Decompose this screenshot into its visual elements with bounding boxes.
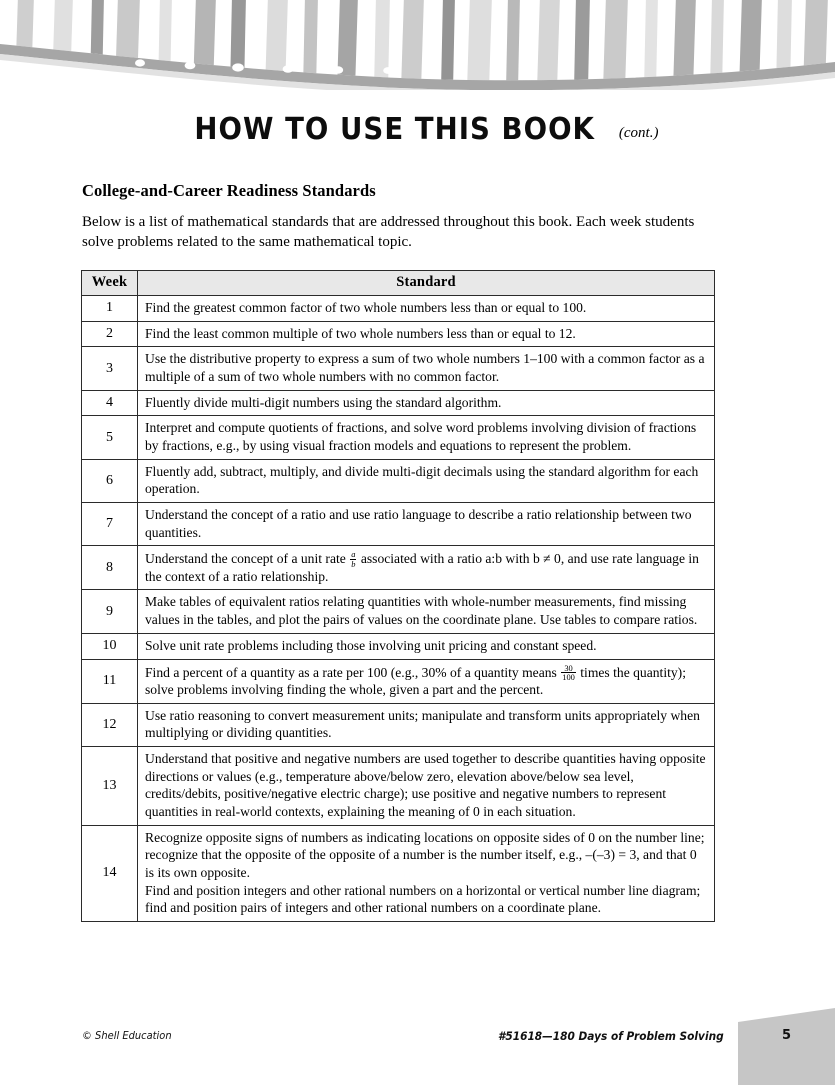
fraction-a-over-b (350, 550, 356, 568)
week-number: 13 (82, 746, 138, 825)
page-title (0, 112, 835, 147)
standard-text: Find the greatest common factor of two whole numbers less than or equal to 100. (138, 296, 715, 322)
table-row (82, 347, 715, 390)
table-row (82, 746, 715, 825)
table-row (82, 321, 715, 347)
standard-text: Solve unit rate problems including those involving unit pricing and constant speed. (138, 633, 715, 659)
standard-text: Use ratio reasoning to convert measurement units; manipulate and transform units appropriately when multiplying or dividing quantities. (138, 703, 715, 746)
standard-text: Fluently divide multi-digit numbers using the standard algorithm. (138, 390, 715, 416)
standard-paragraph: Recognize opposite signs of numbers as indicating locations on opposite sides of 0 on the number line; recognize that the opposite of the opposite of a number is the number itself, e.g., –(–3) = 3, and that 0 is its own opposite. (145, 829, 705, 880)
footer-book-info: #51618—180 Days of Problem Solving (498, 1029, 724, 1043)
table-row (82, 659, 715, 703)
table-row (82, 459, 715, 502)
standard-text (138, 546, 715, 590)
page-title-text: HOW TO USE THIS BOOK (193, 112, 595, 147)
decorative-header-banner (0, 0, 835, 90)
standard-text (138, 659, 715, 703)
week-number: 5 (82, 416, 138, 459)
standard-text (138, 825, 715, 921)
table-row (82, 546, 715, 590)
page-number-tab (738, 1008, 835, 1085)
week-number: 10 (82, 633, 138, 659)
standard-text-part: associated with a ratio a:b with b ≠ 0, and use rate language in the context of a ratio relationship. (145, 551, 699, 584)
standards-table (81, 270, 715, 922)
section-heading: College-and-Career Readiness Standards (82, 181, 376, 200)
table-row (82, 633, 715, 659)
standard-text-part: Understand the concept of a unit rate (145, 551, 350, 567)
table-header-row (82, 271, 715, 296)
page-number: 5 (781, 1028, 792, 1043)
fraction-denominator: 100 (562, 671, 575, 682)
week-number: 9 (82, 590, 138, 633)
table-row (82, 390, 715, 416)
standard-text: Use the distributive property to express a sum of two whole numbers 1–100 with a common factor as a multiple of a sum of two whole numbers with no common factor. (138, 347, 715, 390)
standard-text: Interpret and compute quotients of fractions, and solve word problems involving division of fractions by fractions, e.g., by using visual fraction models and equations to represent the problem. (138, 416, 715, 459)
week-number: 11 (82, 659, 138, 703)
standard-text: Make tables of equivalent ratios relating quantities with whole-number measurements, find missing values in the tables, and plot the pairs of values on the coordinate plane. Use tables to compare ratios. (138, 590, 715, 633)
page-title-continued-label: (cont.) (618, 125, 659, 141)
standards-table-body (82, 296, 715, 922)
table-row (82, 296, 715, 322)
table-row (82, 503, 715, 546)
table-row (82, 416, 715, 459)
standard-text: Understand the concept of a ratio and use ratio language to describe a ratio relationship between two quantities. (138, 503, 715, 546)
footer-copyright: © Shell Education (82, 1029, 172, 1042)
fraction-numerator: 30 (561, 664, 576, 673)
week-number: 1 (82, 296, 138, 322)
week-number: 12 (82, 703, 138, 746)
week-number: 14 (82, 825, 138, 921)
week-number: 4 (82, 390, 138, 416)
week-number: 2 (82, 321, 138, 347)
column-header-week: Week (82, 271, 138, 296)
table-row (82, 703, 715, 746)
fraction-numerator: a (351, 549, 356, 560)
standard-text-part: Find a percent of a quantity as a rate per 100 (e.g., 30% of a quantity means (145, 664, 561, 680)
week-number: 7 (82, 503, 138, 546)
standard-paragraph: Find and position integers and other rational numbers on a horizontal or vertical number line diagram; find and position pairs of integers and other rational numbers on a coordinate plane. (145, 882, 701, 916)
intro-paragraph: Below is a list of mathematical standards that are addressed throughout this book. Each week students solve problems related to the same mathematical topic. (82, 214, 695, 250)
standard-text: Find the least common multiple of two whole numbers less than or equal to 12. (138, 321, 715, 347)
table-row (82, 590, 715, 633)
fraction-30-over-100 (561, 664, 576, 682)
week-number: 6 (82, 459, 138, 502)
column-header-standard: Standard (138, 271, 715, 296)
week-number: 8 (82, 546, 138, 590)
table-row (82, 825, 715, 921)
standard-text: Fluently add, subtract, multiply, and divide multi-digit decimals using the standard algorithm for each operation. (138, 459, 715, 502)
standard-text-part: times the quantity); solve problems involving finding the whole, given a part and the percent. (145, 664, 686, 697)
standard-text: Understand that positive and negative numbers are used together to describe quantities having opposite directions or values (e.g., temperature above/below zero, elevation above/below sea level, credits/debits, positive/negative electric charge); use positive and negative numbers to represent quantities in real-world contexts, explaining the meaning of 0 in each situation. (138, 746, 715, 825)
fraction-denominator: b (351, 558, 356, 569)
week-number: 3 (82, 347, 138, 390)
